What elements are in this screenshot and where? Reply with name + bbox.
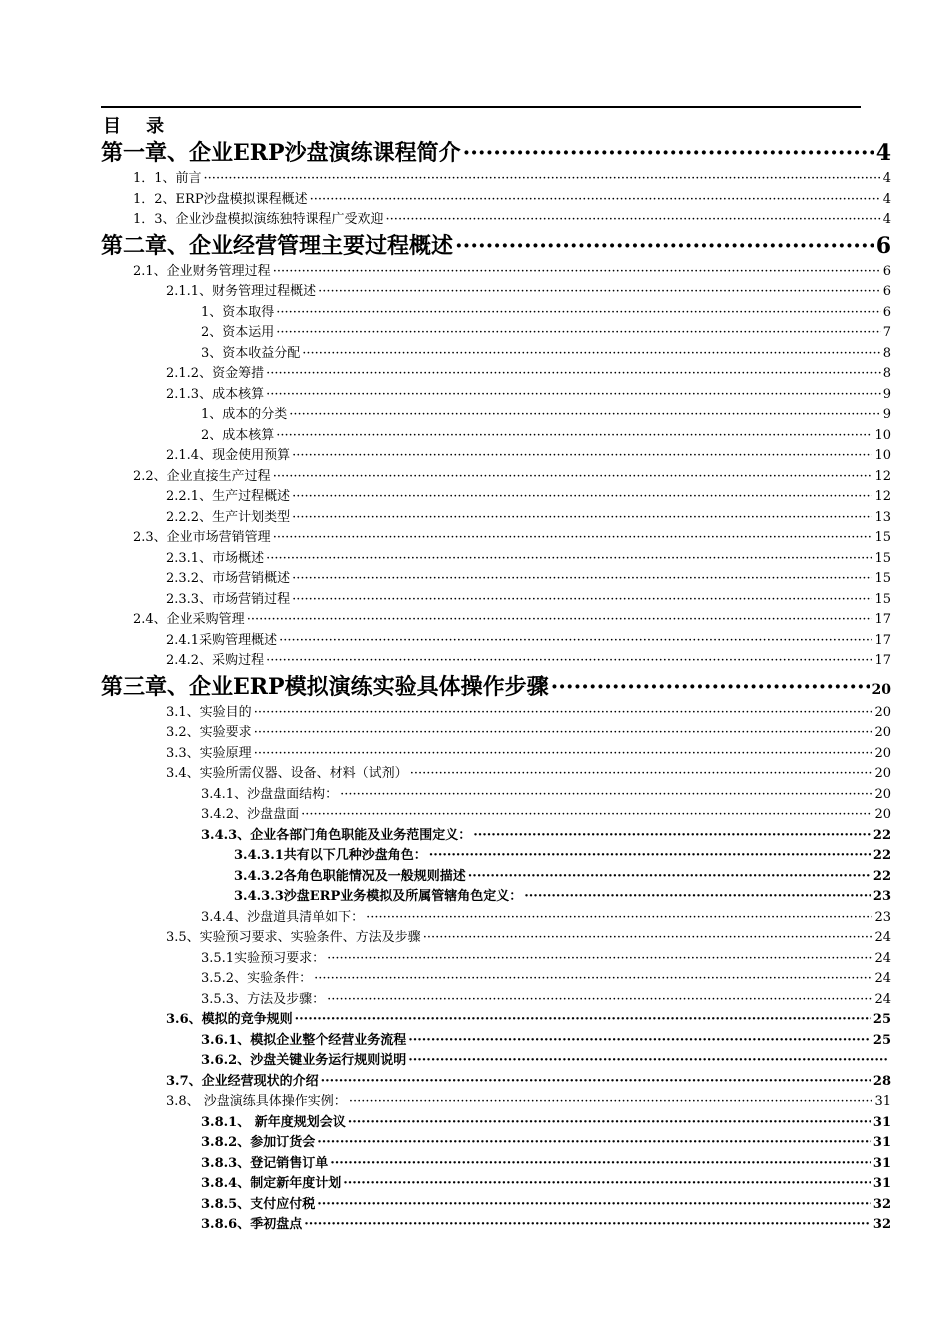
- toc-entry[interactable]: [101, 1154, 891, 1175]
- toc-entry-page: 25: [872, 1012, 891, 1027]
- toc-entry[interactable]: [101, 590, 891, 611]
- toc-entry-title: 3.8.1、 新年度规划会议: [201, 1114, 346, 1130]
- toc-entry[interactable]: [101, 364, 891, 385]
- toc-entry-title: 2.2.2、生产计划类型: [166, 509, 291, 525]
- dot-leader: [551, 672, 870, 703]
- toc-entry-page: 32: [872, 1196, 891, 1212]
- dot-leader: [343, 1174, 871, 1195]
- toc-entry[interactable]: [101, 723, 891, 744]
- toc-entry-page: 10: [874, 448, 891, 463]
- toc-entry-page: 25: [872, 1032, 891, 1048]
- dot-leader: [292, 446, 872, 467]
- toc-entry[interactable]: [101, 928, 891, 949]
- toc-entry[interactable]: [101, 867, 891, 888]
- toc-entry-title: 第二章、企业经营管理主要过程概述: [101, 232, 454, 259]
- dot-leader: [317, 1133, 871, 1154]
- toc-entry-title: 3.6.1、模拟企业整个经营业务流程: [201, 1032, 407, 1048]
- dot-leader: [273, 528, 873, 549]
- toc-chapter-entry[interactable]: [101, 672, 891, 703]
- toc-entry[interactable]: [101, 1010, 891, 1031]
- toc-entry-page: 4: [875, 140, 891, 166]
- dot-leader: [292, 569, 872, 590]
- dot-leader: [455, 231, 874, 262]
- toc-entry-title: 3、资本收益分配: [201, 345, 301, 361]
- toc-entry[interactable]: [101, 846, 891, 867]
- toc-entry[interactable]: [101, 1195, 891, 1216]
- toc-entry-page: 24: [874, 991, 891, 1007]
- dot-leader: [301, 805, 872, 826]
- toc-entry-title: 2、成本核算: [201, 427, 275, 443]
- toc-entry-title: 3.5.3、方法及步骤：: [201, 991, 326, 1007]
- dot-leader: [266, 364, 881, 385]
- top-rule: [101, 106, 861, 108]
- dot-leader: [276, 426, 872, 447]
- toc-entry[interactable]: [101, 651, 891, 672]
- toc-entry-page: 4: [882, 171, 891, 186]
- toc-entry[interactable]: [101, 1113, 891, 1134]
- dot-leader: [254, 703, 873, 724]
- toc-entry-title: 1、成本的分类: [201, 407, 288, 422]
- dot-leader: [204, 169, 881, 190]
- toc-entry[interactable]: [101, 528, 891, 549]
- toc-entry-page: 20: [874, 786, 891, 802]
- toc-entry-title: 2.2.1、生产过程概述: [166, 489, 291, 504]
- toc-entry-title: 3.8.2、参加订货会: [201, 1135, 316, 1150]
- dot-leader: [321, 1072, 871, 1093]
- toc-entry-page: 17: [874, 632, 891, 648]
- toc-entry[interactable]: [101, 887, 891, 908]
- toc-entry-page: 6: [882, 284, 891, 299]
- toc-entry[interactable]: [101, 508, 891, 529]
- toc-entry-title: 3.4.3.1共有以下几种沙盘角色：: [234, 848, 427, 863]
- toc-entry-title: 2.4、企业采购管理: [133, 612, 245, 627]
- dot-leader: [292, 487, 872, 508]
- toc-entry-title: 3.4.4、沙盘道具清单如下：: [201, 909, 365, 925]
- dot-leader: [314, 969, 872, 990]
- toc-entry-page: 15: [874, 530, 891, 545]
- toc-entry[interactable]: [101, 487, 891, 508]
- toc-entry-page: 31: [872, 1155, 891, 1171]
- dot-leader: [327, 990, 872, 1011]
- toc-entry-title: 3.5.1实验预习要求：: [201, 950, 326, 966]
- toc-entry-title: 3.5、实验预习要求、实验条件、方法及步骤: [166, 930, 421, 945]
- toc-entry-title: 第一章、企业ERP沙盘演练课程简介: [101, 140, 461, 166]
- toc-entry-title: 3.5.2、实验条件：: [201, 971, 313, 986]
- toc-entry[interactable]: [101, 467, 891, 488]
- toc-entry-page: 22: [872, 848, 891, 863]
- toc-entry-title: 3.4.3.2各角色职能情况及一般规则描述: [234, 868, 466, 884]
- toc-entry-title: 3.3、实验原理: [166, 745, 252, 761]
- dot-leader: [408, 1031, 871, 1052]
- dot-leader: [524, 887, 871, 908]
- toc-entry-title: 3.4、实验所需仪器、设备、材料（试剂）: [166, 766, 408, 781]
- dot-leader: [340, 785, 872, 806]
- toc-entry-page: 20: [871, 681, 891, 698]
- toc-entry[interactable]: [101, 703, 891, 724]
- toc-entry-title: 3.1、实验目的: [166, 704, 252, 720]
- toc-entry-page: 31: [874, 1094, 891, 1109]
- toc-entry-title: 2.3.1、市场概述: [166, 550, 265, 566]
- toc-entry-page: 20: [874, 704, 891, 720]
- toc-entry-page: 23: [872, 889, 891, 904]
- toc-entry-title: 3.4.3、企业各部门角色职能及业务范围定义：: [201, 827, 472, 843]
- toc-entry-page: 22: [872, 868, 891, 884]
- toc-entry-title: 2、资本运用: [201, 325, 275, 340]
- toc-entry-page: 9: [882, 407, 891, 422]
- toc-chapter-entry[interactable]: [101, 138, 891, 169]
- toc-entry-title: 1、资本取得: [201, 304, 275, 320]
- toc-entry-title: 3.8.3、登记销售订单: [201, 1155, 329, 1171]
- toc-entry-page: 17: [874, 612, 891, 627]
- toc-chapter-entry[interactable]: [101, 231, 891, 262]
- dot-leader: [279, 631, 872, 652]
- toc-entry-page: 24: [874, 930, 891, 945]
- dot-leader: [429, 846, 871, 867]
- toc-entry[interactable]: [101, 303, 891, 324]
- toc-entry-title: 2.1.2、资金筹措: [166, 366, 265, 381]
- toc-entry-page: 32: [872, 1217, 891, 1232]
- toc-entry[interactable]: [101, 169, 891, 190]
- toc-entry-page: 23: [874, 909, 891, 925]
- toc-entry-page: 4: [882, 191, 891, 207]
- toc-entry[interactable]: [101, 826, 891, 847]
- toc-entry-title: 2.1、企业财务管理过程: [133, 263, 271, 279]
- table-of-contents: [101, 138, 891, 1236]
- toc-entry[interactable]: [101, 785, 891, 806]
- dot-leader: [295, 1010, 871, 1031]
- toc-entry-page: 6: [875, 232, 891, 259]
- toc-entry[interactable]: [101, 1031, 891, 1052]
- dot-leader: [292, 508, 872, 529]
- toc-entry[interactable]: [101, 385, 891, 406]
- toc-entry-title: 2.2、企业直接生产过程: [133, 468, 271, 484]
- toc-entry[interactable]: [101, 631, 891, 652]
- toc-entry[interactable]: [101, 744, 891, 765]
- toc-entry-page: 7: [882, 325, 891, 340]
- dot-leader: [254, 744, 873, 765]
- dot-leader: [304, 1215, 871, 1236]
- toc-entry[interactable]: [101, 446, 891, 467]
- toc-entry-page: 20: [874, 745, 891, 761]
- dot-leader: [266, 385, 881, 406]
- dot-leader: [318, 282, 881, 303]
- toc-entry-page: 8: [882, 366, 891, 381]
- toc-entry-title: 2.3.2、市场营销概述: [166, 571, 291, 586]
- toc-entry-page: 31: [872, 1114, 891, 1130]
- toc-entry-page: 10: [874, 427, 891, 443]
- toc-entry-title: 3.2、实验要求: [166, 725, 252, 740]
- toc-entry-page: 8: [882, 345, 891, 361]
- toc-entry[interactable]: [101, 262, 891, 283]
- toc-entry-page: 13: [874, 509, 891, 525]
- toc-entry[interactable]: [101, 805, 891, 826]
- toc-entry-title: 3.4.2、沙盘盘面: [201, 807, 300, 822]
- dot-leader: [386, 210, 881, 231]
- toc-entry[interactable]: [101, 990, 891, 1011]
- toc-entry-title: 1．2、ERP沙盘模拟课程概述: [133, 191, 308, 207]
- toc-entry-title: 3.4.1、沙盘盘面结构：: [201, 786, 339, 802]
- toc-entry-page: 15: [874, 591, 891, 607]
- toc-entry[interactable]: [101, 610, 891, 631]
- dot-leader: [302, 344, 880, 365]
- dot-leader: [330, 1154, 871, 1175]
- toc-entry-page: 28: [872, 1073, 891, 1089]
- toc-entry-page: 22: [872, 827, 891, 843]
- toc-entry-page: 15: [874, 571, 891, 586]
- dot-leader: [289, 405, 880, 426]
- dot-leader: [292, 590, 872, 611]
- toc-entry-page: 15: [874, 550, 891, 566]
- toc-entry[interactable]: [101, 1092, 891, 1113]
- toc-entry-page: 6: [882, 304, 891, 320]
- toc-entry-title: 第三章、企业ERP模拟演练实验具体操作步骤: [101, 673, 549, 700]
- toc-entry-title: 2.3.3、市场营销过程: [166, 591, 291, 607]
- dot-leader: [276, 323, 880, 344]
- toc-title: 目 录: [103, 116, 165, 137]
- dot-leader: [327, 949, 872, 970]
- toc-entry-page: 17: [874, 653, 891, 668]
- toc-entry-page: 9: [882, 386, 891, 402]
- dot-leader: [310, 190, 881, 211]
- toc-entry[interactable]: [101, 949, 891, 970]
- dot-leader: [463, 138, 874, 169]
- toc-entry-title: 1．3、企业沙盘模拟演练独特课程广受欢迎: [133, 212, 384, 227]
- toc-entry[interactable]: [101, 426, 891, 447]
- dot-leader: [349, 1092, 873, 1113]
- toc-entry-title: 3.8.5、支付应付税: [201, 1196, 316, 1212]
- toc-entry-title: 3.8.6、季初盘点: [201, 1217, 303, 1232]
- toc-entry-title: 2.4.1采购管理概述: [166, 632, 278, 648]
- dot-leader: [317, 1195, 871, 1216]
- dot-leader: [273, 467, 873, 488]
- toc-entry[interactable]: [101, 323, 891, 344]
- toc-entry[interactable]: [101, 764, 891, 785]
- toc-entry[interactable]: [101, 1215, 891, 1236]
- toc-entry-page: 12: [874, 489, 891, 504]
- toc-entry[interactable]: [101, 908, 891, 929]
- toc-entry-page: 31: [872, 1135, 891, 1150]
- toc-entry-title: 3.7、企业经营现状的介绍: [166, 1073, 319, 1089]
- toc-entry-title: 2.1.4、现金使用预算: [166, 448, 291, 463]
- dot-leader: [266, 651, 872, 672]
- dot-leader: [366, 908, 872, 929]
- toc-entry[interactable]: [101, 344, 891, 365]
- dot-leader: [423, 928, 873, 949]
- toc-entry-title: 2.3、企业市场营销管理: [133, 530, 271, 545]
- toc-entry[interactable]: [101, 569, 891, 590]
- dot-leader: [266, 549, 872, 570]
- dot-leader: [473, 826, 871, 847]
- toc-entry-title: 3.6、模拟的竞争规则: [166, 1012, 293, 1027]
- dot-leader: [276, 303, 880, 324]
- toc-entry-title: 2.1.3、成本核算: [166, 386, 265, 402]
- toc-entry-title: 3.8、 沙盘演练具体操作实例：: [166, 1094, 347, 1109]
- toc-entry-page: 6: [882, 263, 891, 279]
- toc-entry[interactable]: [101, 1051, 891, 1072]
- dot-leader: [410, 764, 873, 785]
- toc-entry[interactable]: [101, 1072, 891, 1093]
- toc-entry-page: 20: [874, 807, 891, 822]
- toc-entry[interactable]: [101, 210, 891, 231]
- toc-entry-page: 31: [872, 1176, 891, 1191]
- toc-entry-title: 2.1.1、财务管理过程概述: [166, 284, 317, 299]
- toc-entry-page: 20: [874, 725, 891, 740]
- toc-entry-title: 3.6.2、沙盘关键业务运行规则说明: [201, 1053, 407, 1068]
- toc-entry[interactable]: [101, 1174, 891, 1195]
- toc-entry-title: 2.4.2、采购过程: [166, 653, 265, 668]
- toc-entry[interactable]: [101, 190, 891, 211]
- dot-leader: [408, 1051, 889, 1072]
- toc-entry[interactable]: [101, 1133, 891, 1154]
- dot-leader: [348, 1113, 871, 1134]
- dot-leader: [247, 610, 873, 631]
- toc-entry-page: 24: [874, 971, 891, 986]
- toc-entry[interactable]: [101, 969, 891, 990]
- toc-entry-title: 3.8.4、制定新年度计划: [201, 1176, 342, 1191]
- dot-leader: [273, 262, 881, 283]
- toc-entry[interactable]: [101, 549, 891, 570]
- toc-entry-page: 4: [882, 212, 891, 227]
- toc-entry-title: 3.4.3.3沙盘ERP业务模拟及所属管辖角色定义：: [234, 889, 523, 904]
- toc-entry[interactable]: [101, 405, 891, 426]
- toc-entry-page: 20: [874, 766, 891, 781]
- toc-entry-page: 24: [874, 950, 891, 966]
- toc-entry-page: 12: [874, 468, 891, 484]
- dot-leader: [254, 723, 873, 744]
- toc-entry-title: 1．1、前言: [133, 171, 202, 186]
- toc-entry[interactable]: [101, 282, 891, 303]
- dot-leader: [468, 867, 871, 888]
